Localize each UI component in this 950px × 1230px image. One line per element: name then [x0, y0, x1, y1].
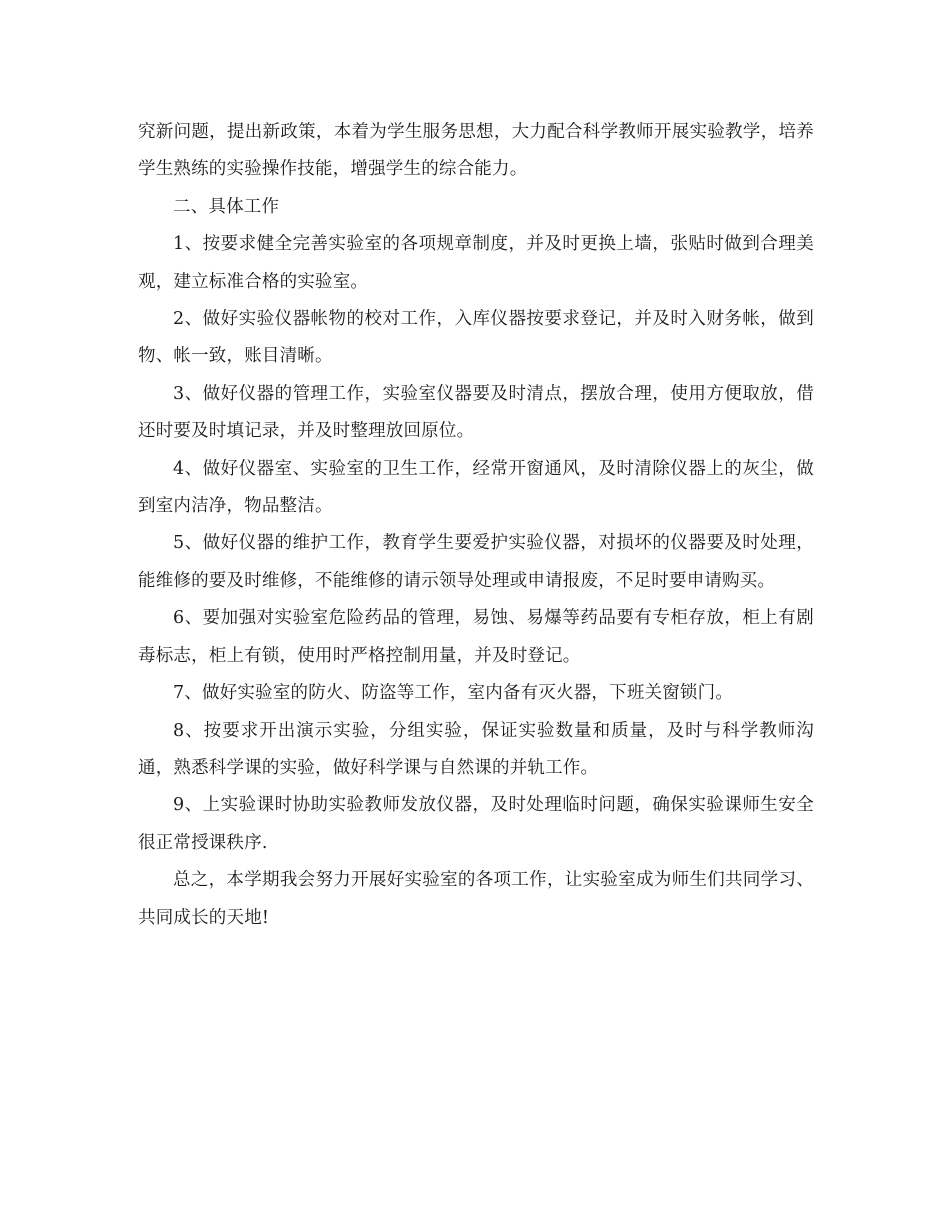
list-item-2: 2、做好实验仪器帐物的校对工作，入库仪器按要求登记，并及时入财务帐，做到物、帐一致，账目清晰。	[138, 309, 814, 367]
list-item-4: 4、做好仪器室、实验室的卫生工作，经常开窗通风，及时清除仪器上的灰尘，做到室内洁净，物品整洁。	[138, 458, 814, 517]
paragraph-intro-continuation: 究新问题，提出新政策，本着为学生服务思想，大力配合科学教师开展实验教学，培养学生熟练的实验操作技能，增强学生的综合能力。	[138, 122, 814, 180]
document-body	[138, 114, 814, 937]
list-item-9: 9、上实验课时协助实验教师发放仪器，及时处理临时问题，确保实验课师生安全很正常授课秩序.	[138, 795, 814, 853]
list-item-3: 3、做好仪器的管理工作，实验室仪器要及时清点，摆放合理，使用方便取放，借还时要及时填记录，并及时整理放回原位。	[138, 383, 814, 442]
list-item-8: 8、按要求开出演示实验，分组实验，保证实验数量和质量，及时与科学教师沟通，熟悉科学课的实验，做好科学课与自然课的并轨工作。	[138, 720, 814, 778]
list-item-5: 5、做好仪器的维护工作，教育学生要爱护实验仪器，对损坏的仪器要及时处理，能维修的要及时维修，不能维修的请示领导处理或申请报废，不足时要申请购买。	[138, 533, 814, 591]
list-item-7: 7、做好实验室的防火、防盗等工作，室内备有灭火器，下班关窗锁门。	[173, 683, 734, 704]
list-item-6: 6、要加强对实验室危险药品的管理，易蚀、易爆等药品要有专柜存放，柜上有剧毒标志，柜上有锁，使用时严格控制用量，并及时登记。	[138, 608, 814, 666]
list-item-1: 1、按要求健全完善实验室的各项规章制度，并及时更换上墙，张贴时做到合理美观，建立标准合格的实验室。	[138, 234, 814, 292]
section-heading-specific-work: 二、具体工作	[173, 196, 280, 217]
paragraph-conclusion: 总之，本学期我会努力开展好实验室的各项工作，让实验室成为师生们共同学习、共同成长的天地!	[138, 870, 814, 928]
